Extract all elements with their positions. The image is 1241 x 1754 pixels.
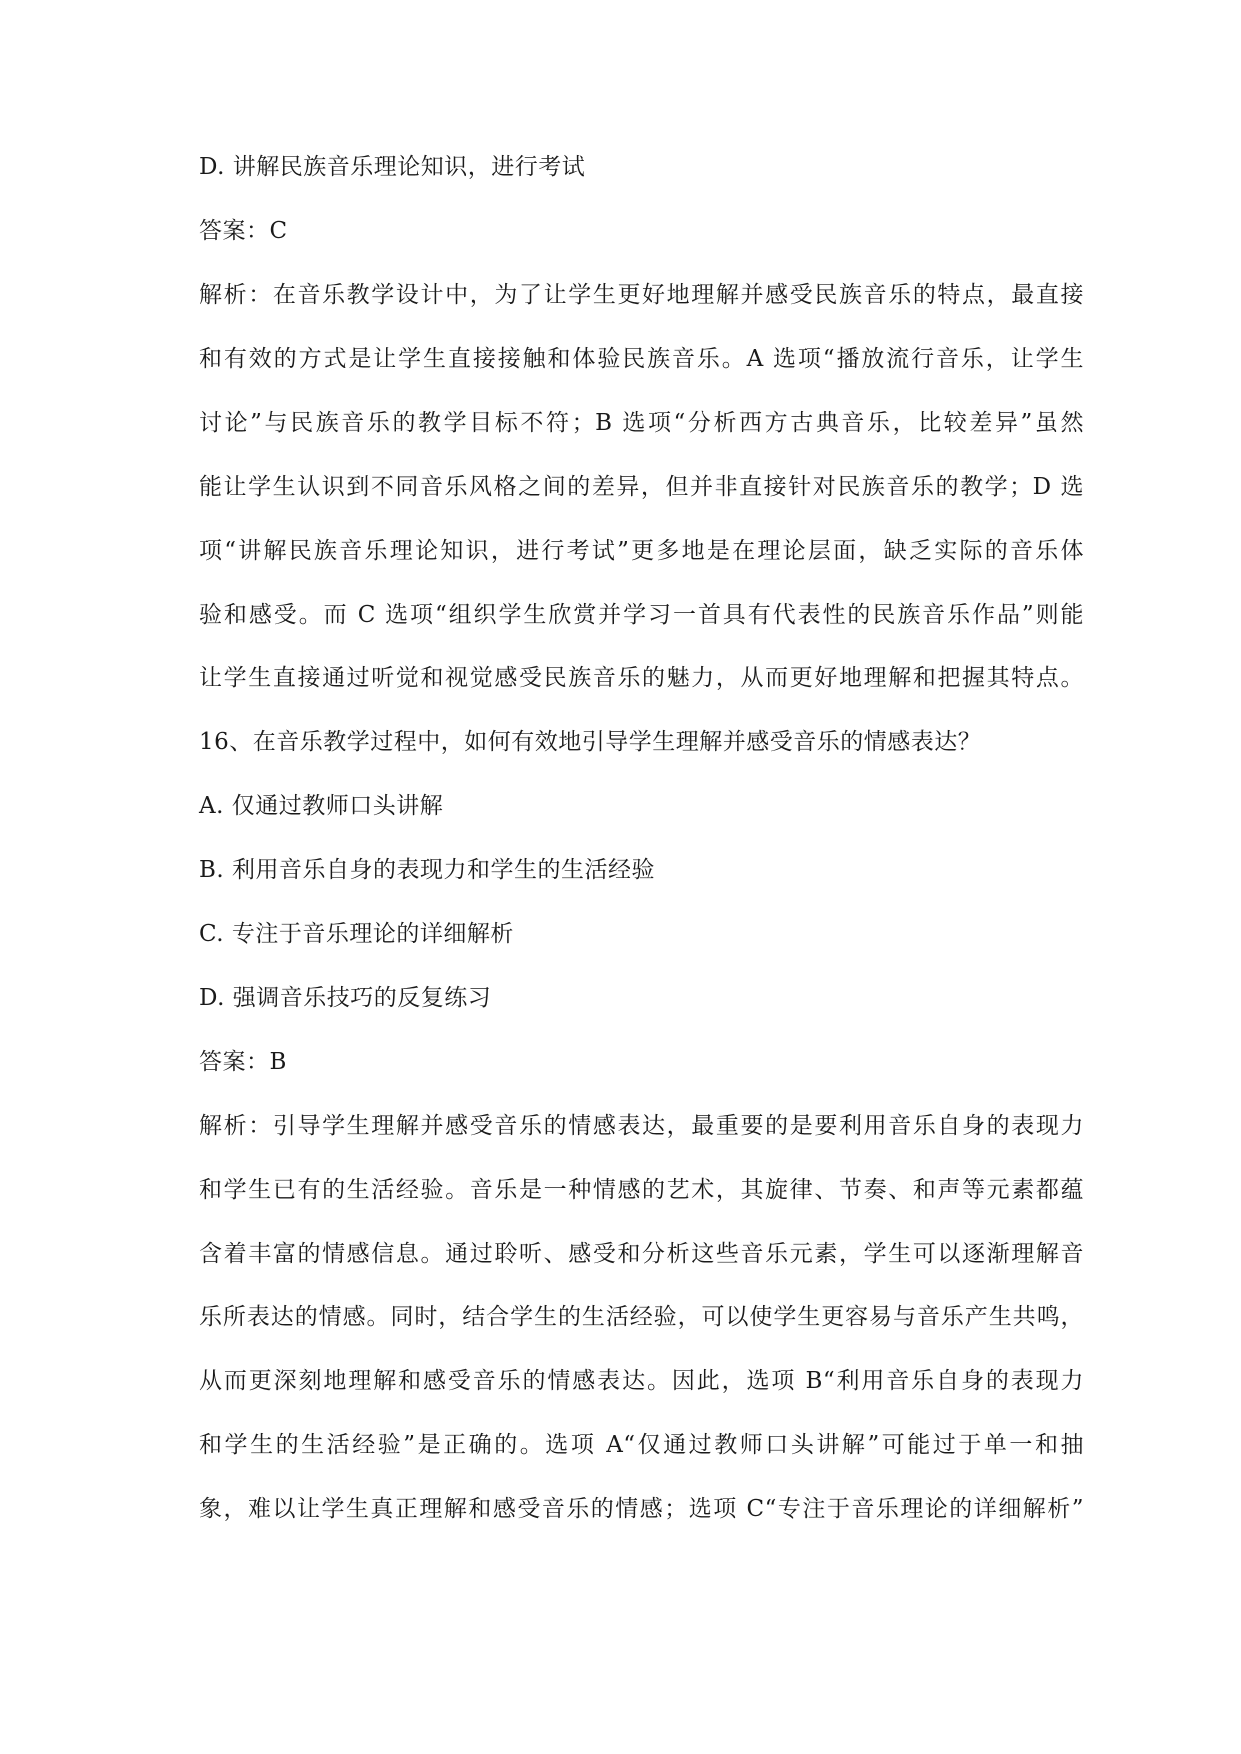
explanation2-line-3: 含着丰富的情感信息。通过聆听、感受和分析这些音乐元素，学生可以逐渐理解音 (199, 1241, 1084, 1267)
option-a: A. 仅通过教师口头讲解 (199, 793, 444, 819)
question-16: 16、在音乐教学过程中，如何有效地引导学生理解并感受音乐的情感表达？ (199, 729, 982, 755)
answer: 答案：B (199, 1049, 287, 1075)
explanation2-line-5: 从而更深刻地理解和感受音乐的情感表达。因此，选项 B“利用音乐自身的表现力 (199, 1368, 1084, 1394)
option-c: C. 专注于音乐理论的详细解析 (199, 921, 514, 947)
explanation-line-4: 能让学生认识到不同音乐风格之间的差异，但并非直接针对民族音乐的教学；D 选 (199, 474, 1084, 500)
option-d: D. 强调音乐技巧的反复练习 (199, 985, 492, 1011)
explanation-line-6: 验和感受。而 C 选项“组织学生欣赏并学习一首具有代表性的民族音乐作品”则能 (199, 602, 1084, 628)
option-b: B. 利用音乐自身的表现力和学生的生活经验 (199, 857, 656, 883)
explanation2-line-1: 解析：引导学生理解并感受音乐的情感表达，最重要的是要利用音乐自身的表现力 (199, 1113, 1084, 1139)
explanation2-line-7: 象，难以让学生真正理解和感受音乐的情感；选项 C“专注于音乐理论的详细解析” (199, 1496, 1084, 1522)
explanation2-line-4: 乐所表达的情感。同时，结合学生的生活经验，可以使学生更容易与音乐产生共鸣， (199, 1304, 1084, 1330)
explanation-line-3: 讨论”与民族音乐的教学目标不符；B 选项“分析西方古典音乐，比较差异”虽然 (199, 410, 1084, 436)
explanation2-line-6: 和学生的生活经验”是正确的。选项 A“仅通过教师口头讲解”可能过于单一和抽 (199, 1432, 1084, 1458)
explanation-line-7: 让学生直接通过听觉和视觉感受民族音乐的魅力，从而更好地理解和把握其特点。 (199, 665, 1084, 691)
answer-previous: 答案：C (199, 218, 288, 244)
explanation-line-1: 解析：在音乐教学设计中，为了让学生更好地理解并感受民族音乐的特点，最直接 (199, 282, 1084, 308)
explanation-line-5: 项“讲解民族音乐理论知识，进行考试”更多地是在理论层面，缺乏实际的音乐体 (199, 538, 1084, 564)
explanation2-line-2: 和学生已有的生活经验。音乐是一种情感的艺术，其旋律、节奏、和声等元素都蕴 (199, 1177, 1084, 1203)
option-d-previous: D. 讲解民族音乐理论知识，进行考试 (199, 154, 586, 180)
explanation-line-2: 和有效的方式是让学生直接接触和体验民族音乐。A 选项“播放流行音乐，让学生 (199, 346, 1084, 372)
